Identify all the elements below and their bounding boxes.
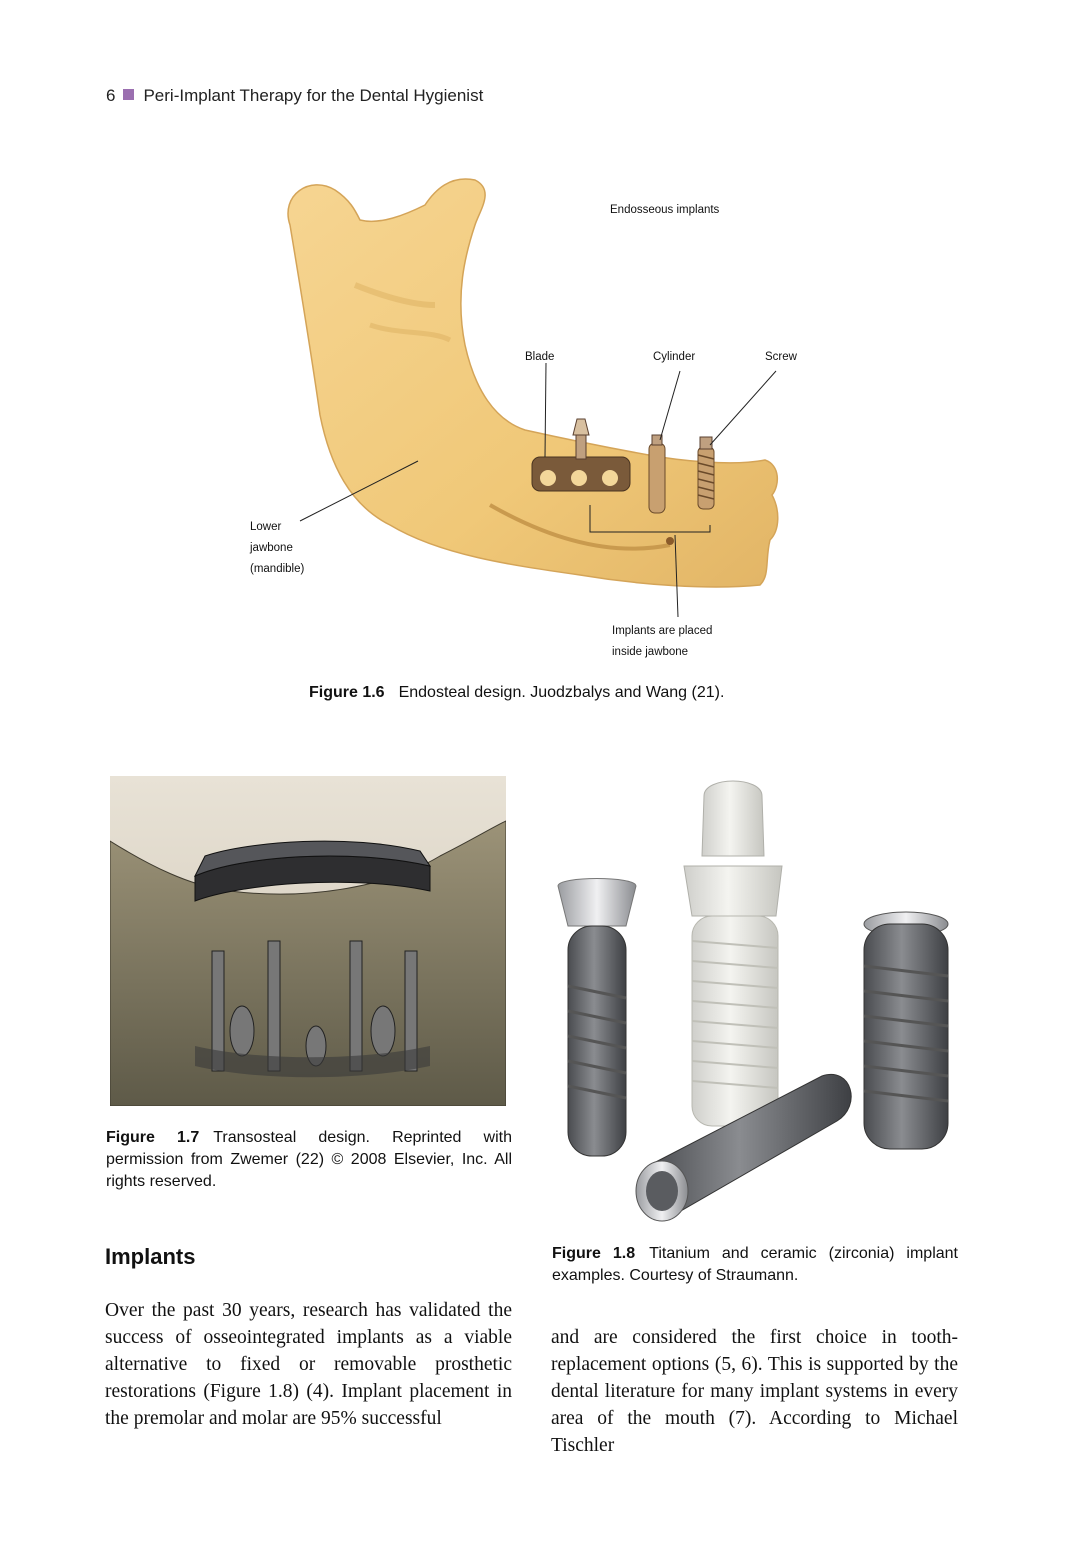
- label-blade: Blade: [525, 351, 555, 363]
- label-placed-1: Implants are placed: [612, 625, 713, 637]
- label-jaw-2: jawbone: [250, 542, 293, 554]
- label-placed-2: inside jawbone: [612, 646, 689, 658]
- body-column-2: and are considered the first choice in tooth-replacement options (5, 6). This is supported by the dental literature for many implant systems in every area of the mouth (7). According to Michael Tischler: [551, 1327, 958, 1456]
- figure-1-6-illustration: [240, 165, 840, 670]
- figure-1-7-text: Transosteal design. Reprinted with permission from Zwemer (22) © 2008 Elsevier, Inc. All rights reserved.: [106, 1129, 512, 1190]
- figure-1-6-caption: [309, 682, 724, 704]
- screw-implant: [698, 437, 714, 509]
- titanium-implant-left: [558, 879, 636, 1157]
- figure-1-6-text: Endosteal design. Juodzbalys and Wang (21).: [398, 684, 725, 701]
- label-jaw-3: (mandible): [250, 563, 305, 575]
- running-head: [106, 86, 483, 106]
- page-number: 6: [106, 86, 116, 105]
- figure-1-7-caption: [106, 1127, 512, 1193]
- label-jaw-1: Lower: [250, 521, 282, 533]
- figure-1-8-illustration: [552, 776, 958, 1224]
- book-title: Peri-Implant Therapy for the Dental Hygienist: [143, 86, 484, 105]
- ceramic-implant: [684, 781, 782, 1126]
- cylinder-implant: [649, 435, 665, 513]
- label-screw: Screw: [765, 351, 797, 363]
- section-heading: Implants: [105, 1244, 196, 1269]
- figure-1-7-illustration: [110, 776, 506, 1106]
- header-square-icon: [123, 89, 134, 100]
- figure-1-7-label: Figure 1.7: [106, 1129, 200, 1146]
- figure-1-6-label: Figure 1.6: [309, 684, 385, 701]
- label-endosseous: Endosseous implants: [610, 204, 720, 216]
- titanium-implant-right: [864, 912, 948, 1149]
- figure-1-8-label: Figure 1.8: [552, 1245, 636, 1262]
- figure-1-8-caption: [552, 1243, 958, 1287]
- figure-1-8-text: Titanium and ceramic (zirconia) implant examples. Courtesy of Straumann.: [552, 1245, 958, 1284]
- body-column-1: Over the past 30 years, research has validated the success of osseointegrated implants as a viable alternative to fixed or removable prosthetic restorations (Figure 1.8) (4). Implant placement in the premolar and molar are 95% successful: [105, 1300, 512, 1429]
- label-cylinder: Cylinder: [653, 351, 696, 363]
